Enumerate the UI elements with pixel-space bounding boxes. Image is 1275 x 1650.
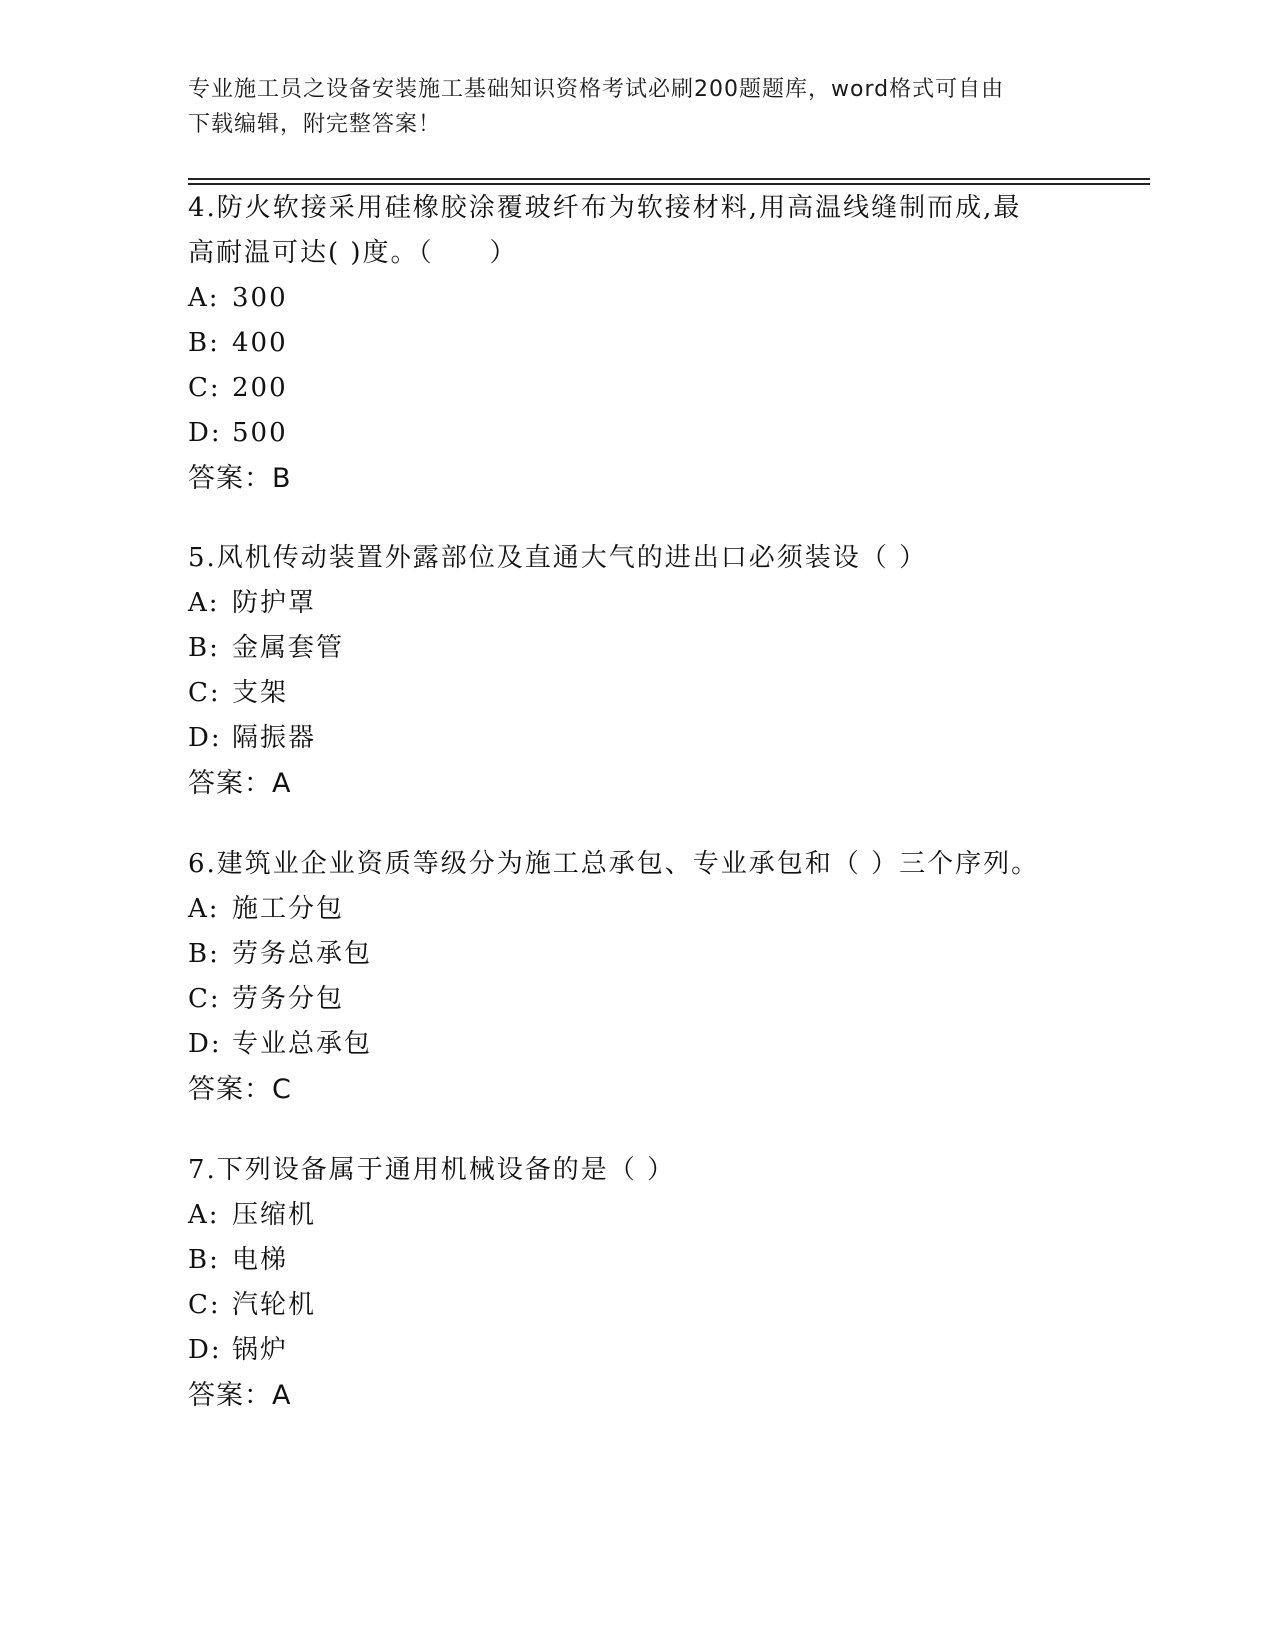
- option-b: [188, 626, 1088, 671]
- question-stem: [188, 842, 1088, 887]
- option-c: [188, 1283, 1088, 1328]
- option-letter: A:: [188, 1200, 220, 1230]
- option-letter: A:: [188, 894, 220, 924]
- option-text: 电梯: [232, 1245, 289, 1275]
- option-letter: B:: [188, 328, 220, 358]
- option-text: 压缩机: [232, 1200, 317, 1230]
- option-c: [188, 671, 1088, 716]
- option-a: [188, 1193, 1088, 1238]
- option-letter: D:: [188, 1335, 222, 1365]
- stem-line: 7.下列设备属于通用机械设备的是（ ）: [188, 1155, 676, 1185]
- option-a: [188, 887, 1088, 932]
- option-letter: D:: [188, 723, 222, 753]
- question-stem: [188, 1148, 1088, 1193]
- answer-line: [188, 1067, 1088, 1112]
- header-line-1: 专业施工员之设备安装施工基础知识资格考试必刷200题题库，word格式可自由: [188, 77, 1005, 102]
- answer-value: C: [272, 1074, 292, 1105]
- question-5: [188, 536, 1088, 806]
- option-a: [188, 581, 1088, 626]
- question-stem: [188, 536, 1088, 581]
- question-7: [188, 1148, 1088, 1418]
- option-text: 汽轮机: [232, 1290, 317, 1320]
- option-d: [188, 411, 1088, 456]
- header-divider-bottom: [188, 183, 1150, 185]
- option-text: 400: [232, 328, 288, 358]
- option-letter: B:: [188, 939, 220, 969]
- header-line-2: 下载编辑，附完整答案！: [188, 112, 442, 137]
- answer-label: 答案：: [188, 768, 272, 799]
- option-d: [188, 1328, 1088, 1373]
- answer-line: [188, 761, 1088, 806]
- option-letter: C:: [188, 678, 221, 708]
- option-text: 锅炉: [232, 1335, 289, 1365]
- answer-label: 答案：: [188, 463, 272, 494]
- option-letter: B:: [188, 633, 220, 663]
- answer-line: [188, 456, 1088, 501]
- option-letter: D:: [188, 418, 222, 448]
- option-text: 施工分包: [232, 894, 345, 924]
- option-text: 金属套管: [232, 633, 345, 663]
- option-text: 专业总承包: [232, 1029, 373, 1059]
- option-b: [188, 932, 1088, 977]
- option-a: [188, 276, 1088, 321]
- document-header: [188, 72, 1068, 142]
- answer-value: A: [272, 768, 292, 799]
- stem-line: 5.风机传动装置外露部位及直通大气的进出口必须装设（ ）: [188, 543, 928, 573]
- option-d: [188, 1022, 1088, 1067]
- option-c: [188, 366, 1088, 411]
- option-text: 支架: [232, 678, 289, 708]
- option-letter: A:: [188, 588, 220, 618]
- option-letter: D:: [188, 1029, 222, 1059]
- option-letter: C:: [188, 1290, 221, 1320]
- stem-line: 6.建筑业企业资质等级分为施工总承包、专业承包和（ ）三个序列。: [188, 849, 1040, 879]
- option-text: 200: [232, 373, 288, 403]
- option-text: 劳务总承包: [232, 939, 373, 969]
- option-c: [188, 977, 1088, 1022]
- stem-line: 高耐温可达( )度。（ ）: [188, 238, 518, 268]
- answer-line: [188, 1373, 1088, 1418]
- option-text: 防护罩: [232, 588, 317, 618]
- question-6: [188, 842, 1088, 1112]
- option-b: [188, 1238, 1088, 1283]
- option-letter: C:: [188, 373, 221, 403]
- question-stem: [188, 186, 1088, 276]
- answer-value: A: [272, 1380, 292, 1411]
- option-text: 隔振器: [232, 723, 317, 753]
- option-text: 500: [232, 418, 288, 448]
- answer-label: 答案：: [188, 1380, 272, 1411]
- option-letter: A:: [188, 283, 220, 313]
- answer-value: B: [272, 463, 292, 494]
- stem-line: 4.防火软接采用硅橡胶涂覆玻纤布为软接材料,用高温线缝制而成,最: [188, 193, 1022, 223]
- answer-label: 答案：: [188, 1074, 272, 1105]
- question-4: [188, 186, 1088, 501]
- option-letter: B:: [188, 1245, 220, 1275]
- header-divider-top: [188, 178, 1150, 180]
- option-letter: C:: [188, 984, 221, 1014]
- option-text: 300: [232, 283, 288, 313]
- option-b: [188, 321, 1088, 366]
- option-d: [188, 716, 1088, 761]
- option-text: 劳务分包: [232, 984, 345, 1014]
